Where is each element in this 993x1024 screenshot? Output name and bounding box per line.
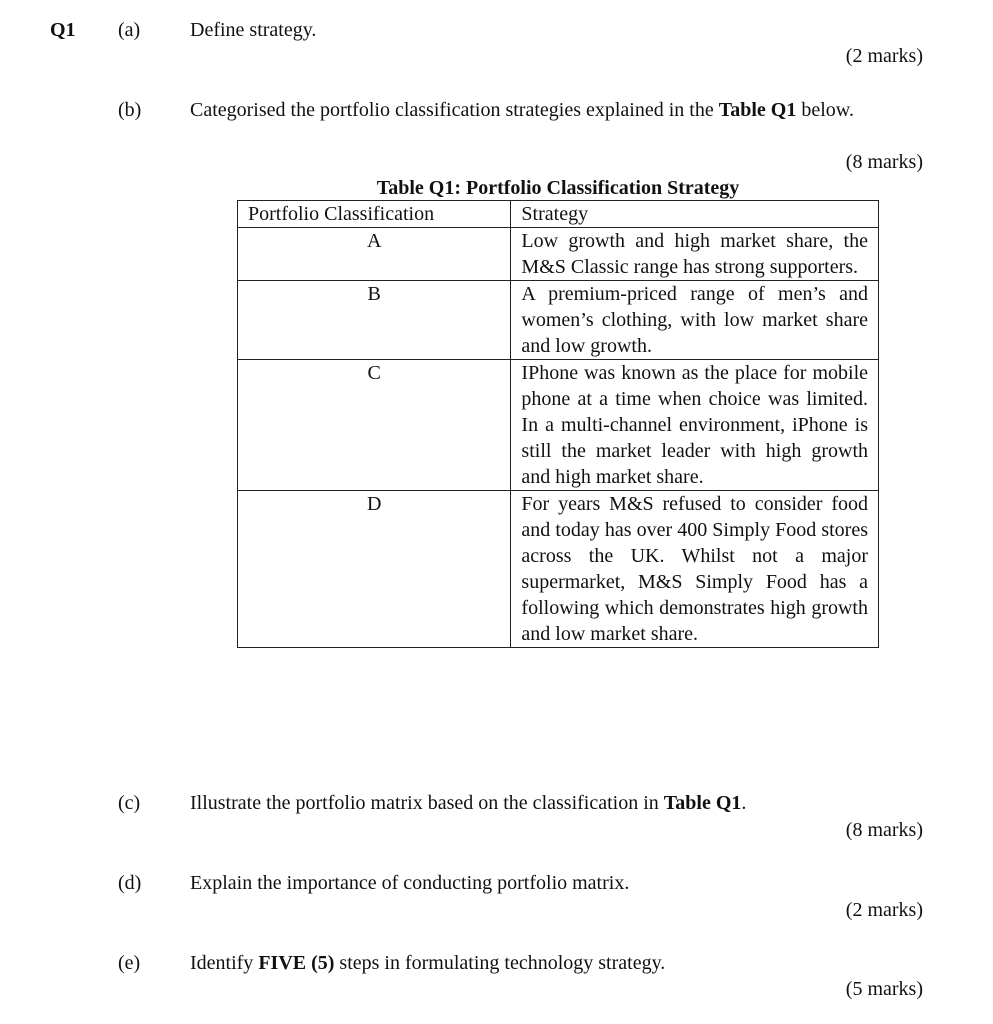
part-b-label: (b) [118,99,142,121]
strategy-cell: A premium-priced range of men’s and women’s clothing, with low market share and low growth. [511,281,879,360]
part-e-marks: (5 marks) [845,978,923,1000]
portfolio-table [237,200,879,648]
part-c-text-after: . [741,792,747,814]
part-c-label: (c) [118,792,141,814]
classification-cell: B [238,281,511,360]
header-strategy: Strategy [511,201,879,228]
part-e-text [190,951,665,975]
table-row [238,360,879,491]
part-b-text-after: below. [796,99,854,121]
part-e-text-after: steps in formulating technology strategy. [334,952,666,974]
part-c-text-before: Illustrate the portfolio matrix based on the classification in [190,792,664,814]
table-row [238,281,879,360]
part-c-text-bold: Table Q1 [663,792,742,814]
part-e-label: (e) [118,952,141,974]
header-portfolio-classification: Portfolio Classification [238,201,511,228]
part-b-text-bold: Table Q1 [718,99,797,121]
part-d-label: (d) [118,872,142,894]
part-b-text [190,98,922,122]
table-header-row [238,201,879,228]
question-number: Q1 [50,19,76,41]
table-row [238,491,879,648]
classification-cell: A [238,228,511,281]
part-e-text-before: Identify [190,952,259,974]
table-caption: Table Q1: Portfolio Classification Strategy [376,177,740,199]
part-c-marks: (8 marks) [845,819,923,841]
classification-cell: C [238,360,511,491]
part-c-text [190,791,746,815]
strategy-cell: For years M&S refused to consider food and today has over 400 Simply Food stores across the UK. Whilst not a major supermarket, M&S Simply Food has a following which demonstrates high growth and low market share. [511,491,879,648]
part-b-marks: (8 marks) [845,151,923,173]
classification-cell: D [238,491,511,648]
part-e-text-bold: FIVE (5) [258,952,335,974]
part-d-marks: (2 marks) [845,899,923,921]
strategy-cell: IPhone was known as the place for mobile phone at a time when choice was limited. In a multi-channel environment, iPhone is still the market leader with high growth and high market share. [511,360,879,491]
strategy-cell: Low growth and high market share, the M&S Classic range has strong supporters. [511,228,879,281]
part-a-text: Define strategy. [190,19,317,41]
part-a-label: (a) [118,19,141,41]
part-d-text: Explain the importance of conducting portfolio matrix. [190,872,630,894]
part-a-marks: (2 marks) [845,45,923,67]
table-row [238,228,879,281]
part-b-text-before: Categorised the portfolio classification strategies explained in the [190,99,719,121]
